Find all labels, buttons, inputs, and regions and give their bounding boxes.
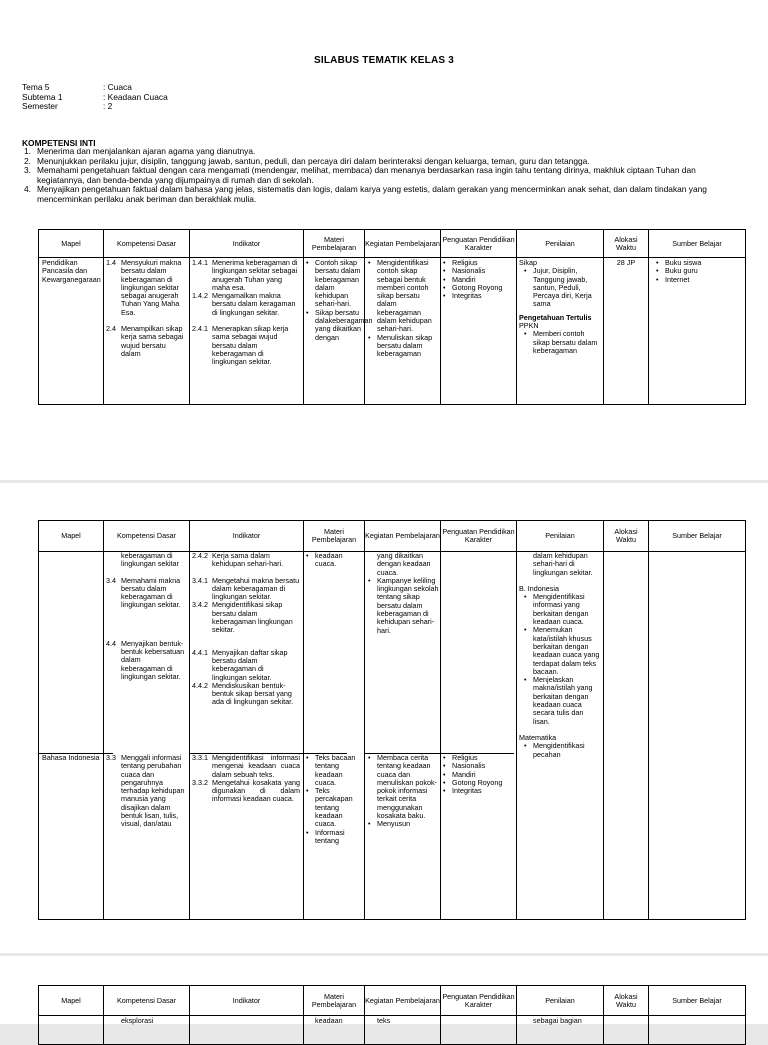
indikator-item: 4.4.1 Menyajikan daftar sikap bersatu dalam keberagaman di lingkungan sekitar. — [192, 647, 288, 682]
cell-materi: • keadaan cuaca. — [305, 552, 363, 752]
syllabus-table-p2 — [38, 520, 746, 920]
penilaian-matematika-label: Matematika — [519, 732, 557, 742]
header-mapel: Mapel — [61, 238, 81, 248]
header-kegiatan: Kegiatan Pembelajaran — [365, 531, 440, 540]
materi-item: • Sikap bersatu dalakeberagaman yang dikaitkan dengan — [305, 309, 363, 342]
document-title: SILABUS TEMATIK KELAS 3 — [314, 55, 454, 66]
indikator-item: 1.4.2 Mengamalkan makna bersatu dalam keragaman di lingkungan sekitar. — [192, 291, 296, 317]
cell-materi: keadaan — [315, 1016, 343, 1025]
ki-item: 1. Menerima dan menjalankan ajaran agama yang dianutnya. — [24, 146, 256, 156]
indikator-item: 3.3.1 Mengidentifikasi informasi mengenai keadaan cuaca dalam sebuah teks. — [192, 753, 300, 779]
materi-item: • Teks bacaan tentang keadaan cuaca. — [305, 754, 363, 787]
penilaian-sikap-label: Sikap — [519, 258, 537, 267]
indikator-item: 3.3.2 Mengetahui kosakata yang digunakan di dalam informasi keadaan cuaca. — [192, 777, 300, 804]
kompetensi-inti-list — [24, 147, 740, 205]
cell-kompetensi-dasar: eksplorasi — [121, 1016, 154, 1025]
document-meta — [22, 83, 168, 112]
meta-row-tema: Tema 5 : Cuaca — [22, 82, 132, 92]
header-indikator: Indikator — [232, 238, 261, 248]
header-sumber: Sumber Belajar — [672, 995, 722, 1005]
cell-indikator — [192, 552, 300, 752]
karakter-item: • Nasionalis — [442, 762, 515, 770]
header-materi: Materi Pembelajaran — [311, 527, 357, 544]
indikator-item: 2.4.2 Kerja sama dalam kehidupan sehari-hari. — [192, 551, 284, 569]
header-mapel: Mapel — [61, 995, 81, 1005]
materi-item: • Informasi tentang — [305, 829, 363, 846]
cell-penilaian: dalam kehidupan sehari-hari di lingkungan sekitar. B. Indonesia • Mengidentifikasi informasi yang berkaitan dengan keadaan cuaca. • Menemukan kata/istilah khusus berkaitan dengan keadaan cuaca yang terdapat dalam teks bacaan. • Menjelaskan makna/istilah yang berkaitan dengan keadaan cuaca secara tulis dan lisan. Matematika • Mengidentifikasi pecahan — [519, 552, 601, 918]
penilaian-item: • Menemukan kata/istilah khusus berkaitan dengan keadaan cuaca yang terdapat dalam teks bacaan. — [519, 626, 601, 676]
materi-item: • Contoh sikap bersatu dalam keberagaman dalam kehidupan sehari-hari. — [305, 259, 363, 309]
header-indikator: Indikator — [232, 531, 261, 540]
cell-penilaian: sebagai bagian — [533, 1016, 582, 1025]
cell-penilaian — [519, 259, 601, 404]
karakter-item: • Mandiri — [442, 276, 515, 284]
header-kompetensi-dasar: Kompetensi Dasar — [116, 531, 177, 540]
karakter-item: • Gotong Royong — [442, 284, 515, 292]
penilaian-item: • Memberi contoh sikap bersatu dalam keberagaman — [519, 330, 601, 355]
header-penguatan: Penguatan Pendidikan Karakter — [442, 991, 515, 1009]
header-sumber: Sumber Belajar — [672, 238, 722, 248]
cell-kompetensi-dasar: keberagaman di lingkungan sekitar 3.4 Memahami makna bersatu dalam keberagaman di lingkungan sekitar. 4.4 Menyajikan bentuk-bentuk kebersatuan dalam keberagaman di lingkungan sekitar. — [106, 551, 185, 681]
cell-kegiatan — [367, 259, 439, 404]
kompetensi-inti-heading: KOMPETENSI INTI — [22, 138, 96, 148]
kd-item: 1.4 Mensyukuri makna bersatu dalam keberagaman di lingkungan sekitar sebagai anugerah Tuhan Yang Maha Esa. — [106, 258, 182, 317]
page-3 — [0, 956, 768, 1024]
sumber-item: • Buku siswa — [651, 259, 743, 267]
cell-sumber — [651, 259, 743, 404]
karakter-item: • Nasionalis — [442, 267, 515, 275]
header-kegiatan: Kegiatan Pembelajaran — [365, 995, 440, 1005]
karakter-item: • Religius — [442, 259, 515, 267]
cell-penguatan — [442, 259, 515, 404]
materi-item: • Teks percakapan tentang keadaan cuaca. — [305, 787, 363, 828]
kegiatan-item: • Menuliskan sikap bersatu dalam keberagaman — [367, 334, 439, 359]
header-kompetensi-dasar: Kompetensi Dasar — [116, 995, 177, 1005]
cell-mapel: Pendidikan Pancasila dan Kewarganegaraan — [42, 258, 101, 284]
header-penilaian: Penilaian — [545, 995, 575, 1005]
cell-kegiatan-b — [367, 754, 439, 920]
header-alokasi: Alokasi Waktu — [614, 527, 638, 544]
sumber-item: • Internet — [651, 276, 743, 284]
cell-kompetensi-dasar-b — [106, 754, 186, 920]
header-kegiatan: Kegiatan Pembelajaran — [365, 238, 440, 248]
header-sumber: Sumber Belajar — [672, 531, 722, 540]
indikator-item: 4.4.2 Mendiskusikan bentuk- bentuk sikap bersat yang ada di lingkungan sekitar. — [192, 680, 294, 707]
syllabus-table-p3 — [38, 985, 746, 1045]
indikator-item: 2.4.1 Menerapkan sikap kerja sama sebagai wujud bersatu dalam keberagaman di lingkungan sekitar. — [192, 324, 289, 367]
ki-item: 2. Menunjukkan perilaku jujur, disiplin, tanggung jawab, santun, peduli, dan percaya diri dalam berinteraksi dengan keluarga, teman, guru dan tetangga. — [24, 155, 590, 166]
kegiatan-item: • Membaca cerita tentang keadaan cuaca dan menuliskan pokok-pokok informasi terkait cerita menggunakan kosakata baku. — [367, 754, 439, 820]
header-penilaian: Penilaian — [545, 238, 575, 248]
cell-materi — [305, 258, 373, 404]
header-alokasi: Alokasi Waktu — [614, 234, 638, 252]
karakter-item: • Gotong Royong — [442, 779, 515, 787]
cell-alokasi: 28 JP — [616, 258, 636, 267]
header-materi: Materi Pembelajaran — [311, 991, 357, 1009]
header-penguatan: Penguatan Pendidikan Karakter — [442, 527, 515, 544]
penilaian-bindo-label: B. Indonesia — [519, 583, 559, 593]
kegiatan-item: • Kampanye keliling lingkungan sekolah tentang sikap bersatu dalam keberagaman di kehidupan sehari-hari. — [367, 577, 439, 635]
indikator-item: 3.4.2 Mengidentifikasi sikap bersatu dalam keberagaman lingkungan sekitar. — [192, 600, 293, 635]
header-penilaian: Penilaian — [545, 531, 575, 540]
karakter-item: • Mandiri — [442, 771, 515, 779]
meta-row-subtema: Subtema 1 : Keadaan Cuaca — [22, 91, 168, 102]
header-alokasi: Alokasi Waktu — [614, 991, 638, 1009]
header-indikator: Indikator — [232, 995, 261, 1005]
kd-item: 4.4 Menyajikan bentuk-bentuk kebersatuan dalam keberagaman di lingkungan sekitar. — [106, 638, 185, 681]
ki-item: 4. Menyajikan pengetahuan faktual dalam bahasa yang jelas, sistematis dan logis, dalam karya yang estetis, dalam gerakan yang mencerminkan anak sehat, dan dalam tindakan yang mencerminkan perilaku anak beriman dan berakhlak mulia. — [24, 184, 707, 204]
cell-indikator-b — [192, 754, 300, 920]
header-kompetensi-dasar: Kompetensi Dasar — [116, 238, 177, 248]
penilaian-item: • Mengidentifikasi informasi yang berkaitan dengan keadaan cuaca. — [519, 593, 601, 626]
karakter-item: • Integritas — [442, 292, 515, 300]
penilaian-pengetahuan-label: Pengetahuan Tertulis — [519, 312, 592, 322]
ki-item: 3. Memahami pengetahuan faktual dengan cara mengamati (mendengar, melihat, membaca) dan menanya berdasarkan rasa ingin tahu tentang dirinya, makhluk ciptaan Tuhan dan kegiatannya, dan benda-benda yang dijumpainya di rumah dan di sekolah. — [24, 165, 696, 185]
kd-item: 3.3 Menggali informasi tentang perubahan cuaca dan pengaruhnya terhadap kehidupan manusia yang disajikan dalam bentuk lisan, tulis, visual, dan/atau — [106, 753, 185, 829]
cell-kegiatan: teks — [377, 1016, 391, 1025]
cell-materi-b — [305, 754, 363, 920]
kegiatan-item: • Menyusun — [367, 820, 439, 828]
cell-indikator — [192, 259, 300, 404]
page-1 — [0, 0, 768, 480]
kd-item: 3.4 Memahami makna bersatu dalam keberagaman di lingkungan sekitar. — [106, 575, 181, 610]
header-mapel: Mapel — [61, 531, 81, 540]
kegiatan-item: • Mengidentifikasi contoh sikap sebagai bentuk memberi contoh sikap bersatu dalam keberagaman dalam kehidupan sehari-hari. — [367, 259, 439, 334]
cell-mapel-bahasa: Bahasa Indonesia — [42, 753, 100, 762]
karakter-item: • Integritas — [442, 787, 515, 795]
indikator-item: 3.4.1 Mengetahui makna bersatu dalam keberagaman di lingkungan sekitar. — [192, 575, 300, 602]
syllabus-table-p1 — [38, 229, 746, 405]
header-materi: Materi Pembelajaran — [311, 234, 357, 252]
page-2 — [0, 483, 768, 953]
header-penguatan: Penguatan Pendidikan Karakter — [442, 234, 515, 252]
cell-kompetensi-dasar — [106, 259, 186, 404]
karakter-item: • Religius — [442, 754, 515, 762]
penilaian-item: • Menjelaskan makna/istilah yang berkaitan dengan keadaan cuaca secara tulis dan lisan. — [519, 676, 601, 726]
cell-penguatan-b — [442, 754, 515, 920]
penilaian-item: • Jujur, Disiplin, Tanggung jawab, santun, Peduli, Percaya diri, Kerja sama — [519, 267, 601, 308]
cell-kegiatan: yang dikaitkan dengan keadaan cuaca. • Kampanye keliling lingkungan sekolah tentang sikap bersatu dalam keberagaman di kehidupan sehari-hari. — [367, 552, 439, 752]
sumber-item: • Buku guru — [651, 267, 743, 275]
meta-row-semester: Semester : 2 — [22, 101, 113, 111]
indikator-item: 1.4.1 Menerima keberagaman di lingkungan sekitar sebagai anugerah Tuhan yang maha esa. — [192, 258, 298, 292]
kd-item: 2.4 Menampilkan sikap kerja sama sebagai wujud bersatu dalam — [106, 324, 184, 358]
penilaian-item: • Mengidentifikasi pecahan — [519, 742, 601, 759]
penilaian-ppkn-label: PPKN — [519, 321, 539, 331]
